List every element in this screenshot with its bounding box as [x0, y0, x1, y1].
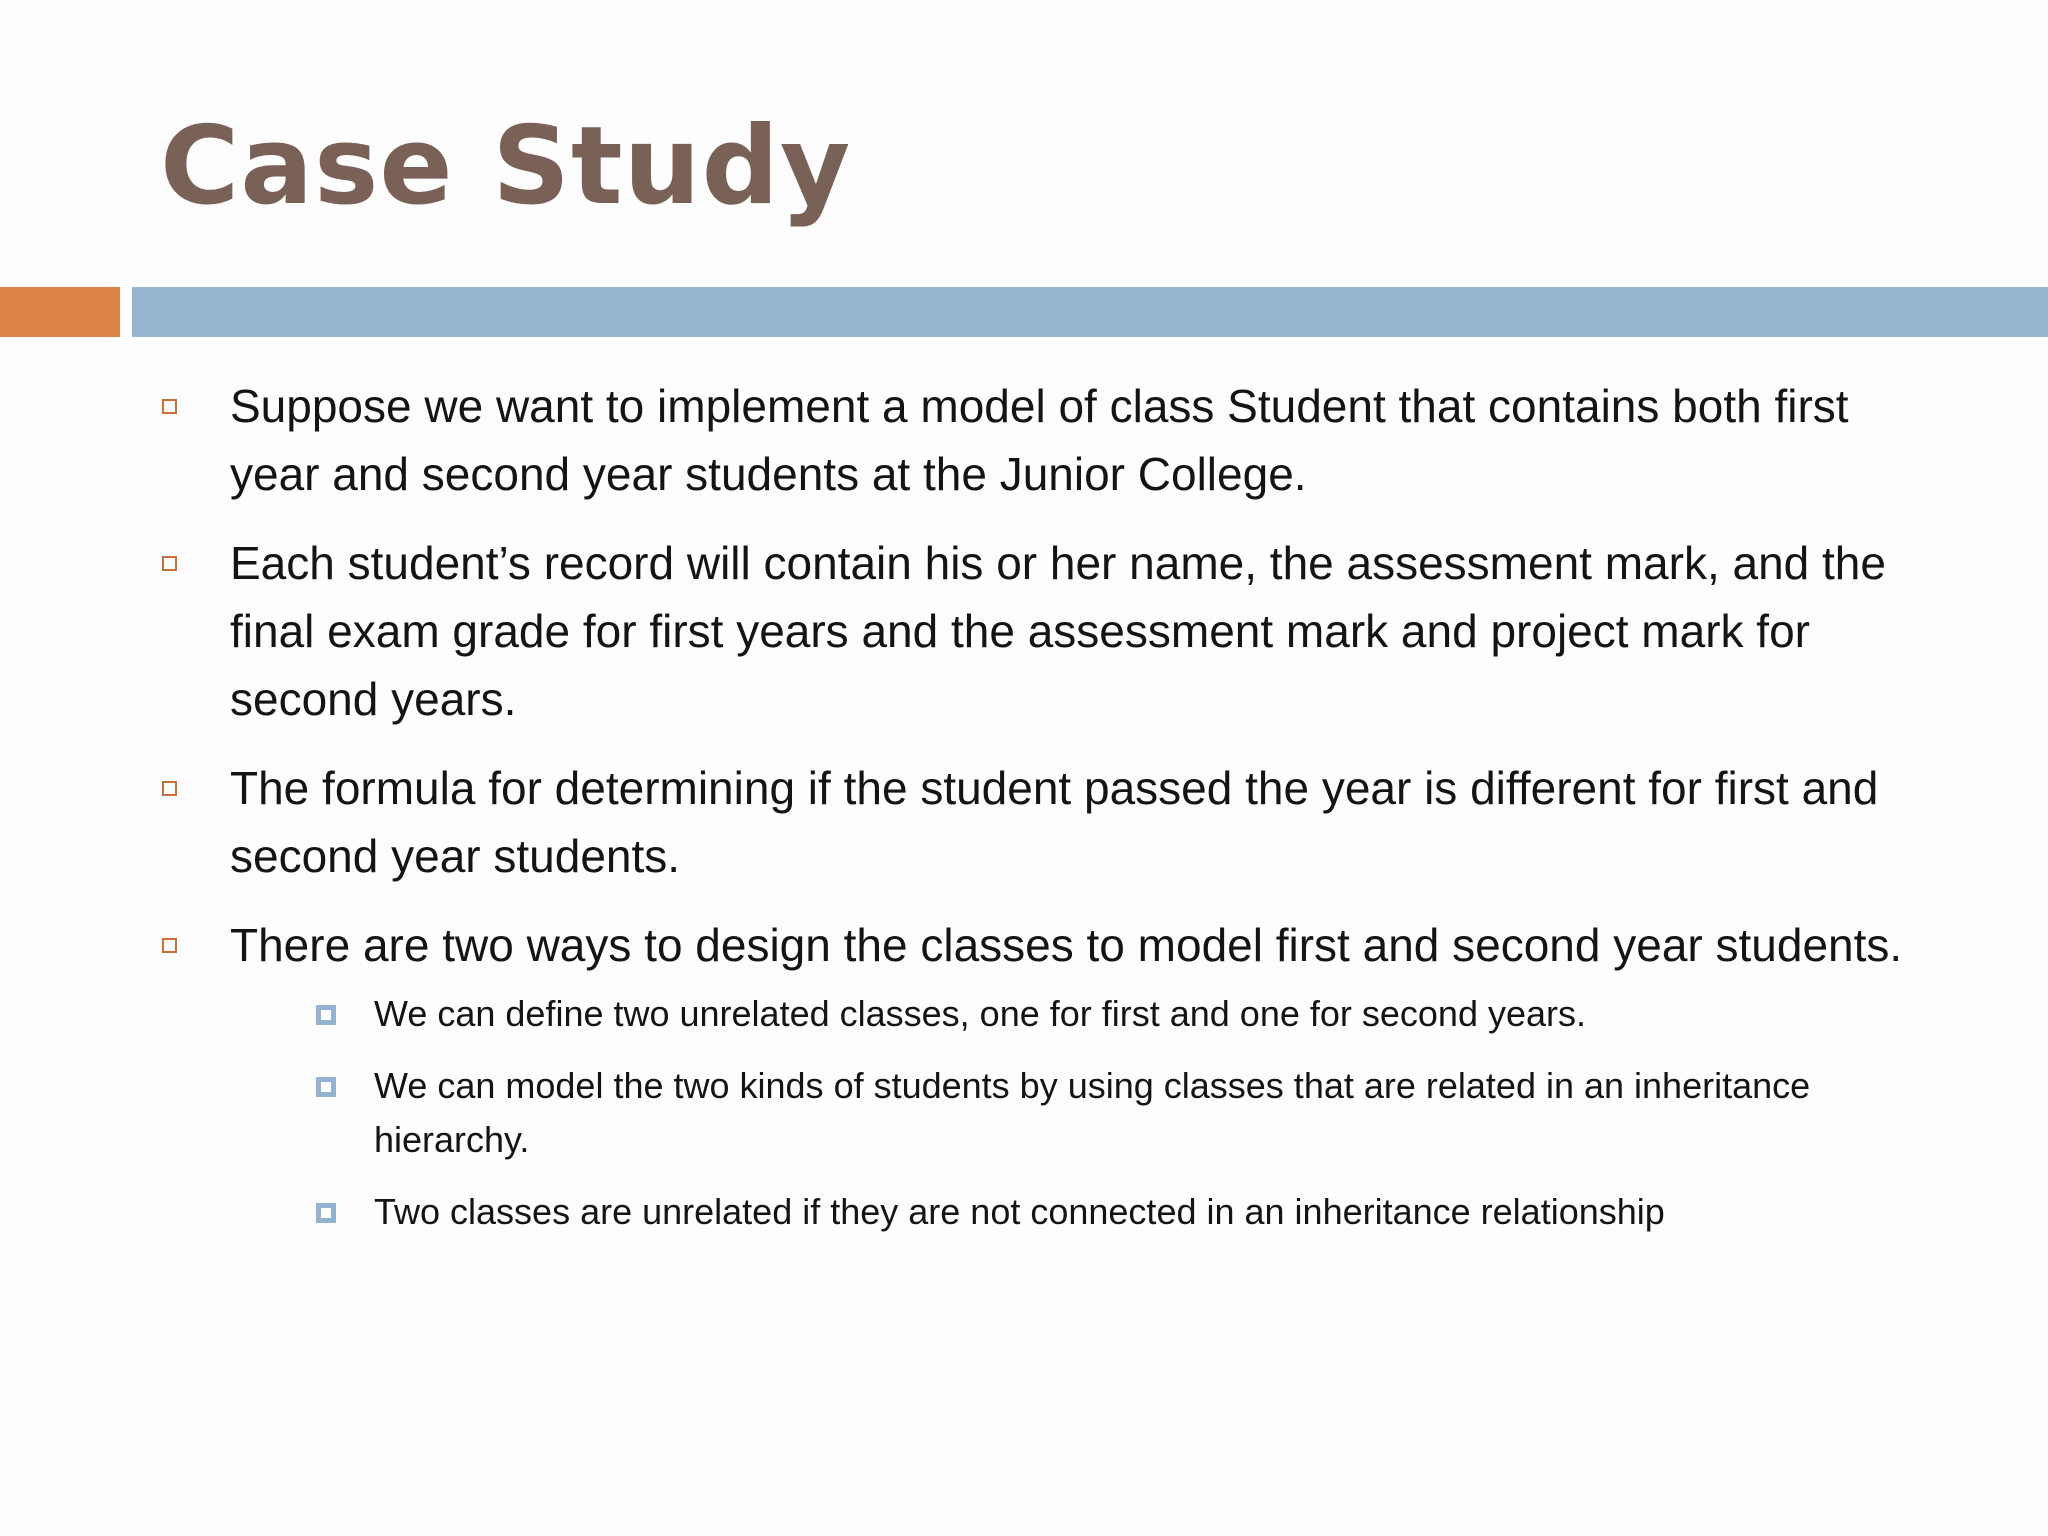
bullet-item — [158, 372, 1928, 508]
sub-bullet-text: We can define two unrelated classes, one for first and one for second years. — [374, 993, 1587, 1034]
sub-bullet-text: We can model the two kinds of students by using classes that are related in an inheritance hierarchy. — [374, 1065, 1811, 1160]
bullet-item — [158, 529, 1928, 733]
filled-square-bullet-icon — [316, 1005, 336, 1025]
bullet-text: Suppose we want to implement a model of class Student that contains both first year and second year students at the Junior College. — [230, 380, 1849, 500]
bullet-text: The formula for determining if the student passed the year is different for first and second year students. — [230, 762, 1879, 882]
hollow-square-bullet-icon — [162, 399, 177, 414]
sub-bullet-list — [230, 987, 1928, 1239]
filled-square-bullet-icon — [316, 1077, 336, 1097]
slide-title: Case Study — [160, 104, 852, 229]
hollow-square-bullet-icon — [162, 781, 177, 796]
bullet-item — [158, 911, 1928, 1239]
bullet-item — [158, 754, 1928, 890]
accent-bar-blue — [132, 287, 2048, 337]
sub-bullet-item — [231, 1059, 1928, 1167]
hollow-square-bullet-icon — [162, 556, 177, 571]
bullet-text: Each student’s record will contain his or her name, the assessment mark, and the final exam grade for first years and the assessment mark and project mark for second years. — [230, 537, 1886, 725]
sub-bullet-item — [231, 1185, 1928, 1239]
filled-square-bullet-icon — [316, 1203, 336, 1223]
sub-bullet-text: Two classes are unrelated if they are not connected in an inheritance relationship — [374, 1191, 1665, 1232]
hollow-square-bullet-icon — [162, 938, 177, 953]
accent-bar-orange — [0, 287, 120, 337]
sub-bullet-item — [231, 987, 1928, 1041]
slide-body — [158, 372, 1928, 1260]
bullet-text: There are two ways to design the classes to model first and second year students. — [230, 919, 1903, 971]
bullet-list — [158, 372, 1928, 1239]
